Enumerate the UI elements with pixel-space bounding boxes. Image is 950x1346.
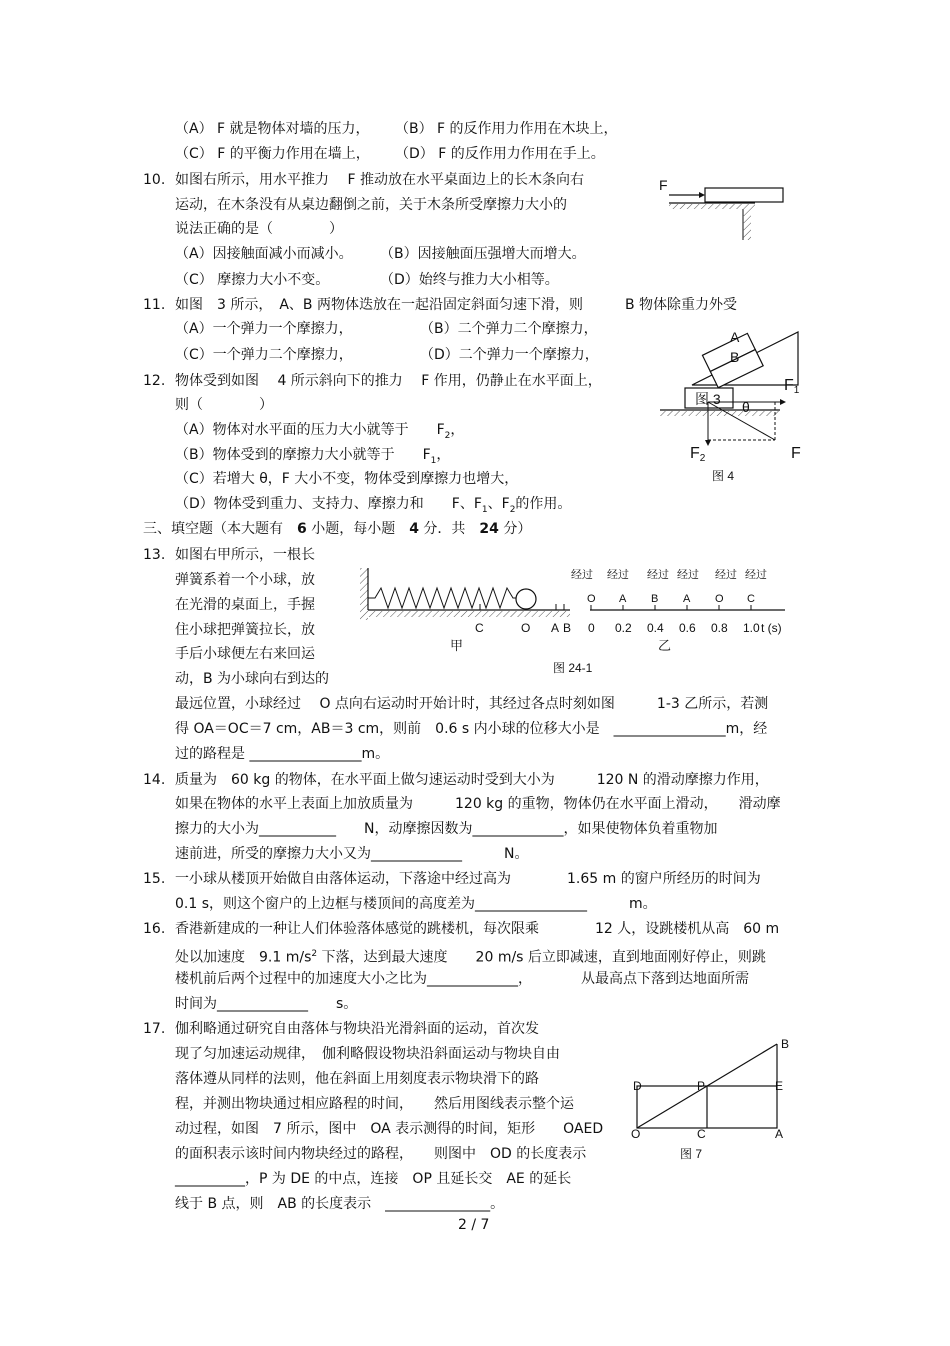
q13-fig-timeline bbox=[571, 567, 782, 635]
q13-line-2: 弹簧系着一个小球，放 bbox=[175, 572, 315, 588]
q17-figure bbox=[625, 1030, 815, 1165]
q13-fig-tick-label: 0.4 bbox=[647, 621, 664, 635]
page-number: 2 / 7 bbox=[458, 1217, 490, 1233]
fig3-caption: 图 3 bbox=[695, 391, 721, 407]
q13-fig-floor-hatch bbox=[368, 611, 570, 617]
q13-fig-pass-label: 经过 bbox=[677, 569, 699, 581]
q12-option-d: （D）物体受到重力、支持力、摩擦力和 F、$F_1$、$F_2$的作用。 bbox=[175, 496, 572, 515]
q10-line-3: 说法正确的是（ ） bbox=[175, 221, 343, 237]
q13-fig-wall bbox=[360, 568, 368, 620]
q13-fig-tick-label: 0.8 bbox=[711, 621, 728, 635]
q13-fig-point-o: O bbox=[521, 621, 531, 635]
section-3-header: 三、填空题（本大题有 6 小题，每小题 4 分．共 24 分） bbox=[143, 521, 532, 537]
q10-line-1: 如图右所示，用水平推力 F 推动放在水平桌面边上的长木条向右 bbox=[175, 172, 584, 188]
q16-line-3: 楼机前后两个过程中的加速度大小之比为_____________， 从最高点下落到达地面所需 bbox=[175, 971, 749, 987]
fig4-f2-label: F2 bbox=[690, 445, 706, 464]
q13-fig-time-point: O bbox=[715, 593, 724, 605]
fig4-ground-hatch bbox=[660, 411, 780, 416]
q17-line-5: 动过程，如图 7 所示，图中 OA 表示测得的时间，矩形 OAED bbox=[175, 1121, 604, 1137]
q9-option-b: （B） F 的反作用力作用在木块上， bbox=[395, 121, 618, 137]
q13-fig-time-point: B bbox=[651, 593, 659, 605]
q17-fig-point-e: E bbox=[775, 1079, 784, 1093]
fig4-f1-arrowhead bbox=[780, 399, 786, 405]
q11-option-c: （C）一个弹力二个摩擦力， bbox=[175, 347, 353, 363]
fig4-theta: θ bbox=[742, 399, 750, 415]
q13-fig-tick-label: 0.6 bbox=[679, 621, 696, 635]
fig4-caption: 图 4 bbox=[712, 469, 735, 483]
q17-line-8: 线于 B 点，则 AB 的长度表示 _______________。 bbox=[175, 1196, 505, 1212]
q11-option-d: （D）二个弹力一个摩擦力， bbox=[420, 347, 599, 363]
q13-figure bbox=[355, 560, 800, 680]
q13-fig-pass-label: 经过 bbox=[647, 569, 669, 581]
q17-line-7: __________，P 为 DE 的中点，连接 OP 且延长交 AE 的延长 bbox=[175, 1171, 572, 1187]
q13-line-4: 住小球把弹簧拉长，放 bbox=[175, 622, 315, 638]
q13-fig-pass-label: 经过 bbox=[607, 569, 629, 581]
q17-line-1: 伽利略通过研究自由落体与物块沿光滑斜面的运动，首次发 bbox=[175, 1021, 539, 1037]
q13-line-7: 最远位置，小球经过 O 点向右运动时开始计时，其经过各点时刻如图 1-3 乙所示，若测 bbox=[175, 696, 769, 712]
q13-fig-tick-label: 0 bbox=[588, 621, 595, 635]
q12-number: 12. bbox=[143, 373, 166, 389]
q17-line-2: 现了匀加速运动规律， 伽利略假设物块沿斜面运动与物块自由 bbox=[175, 1046, 560, 1062]
fig4-f1-label: F1 bbox=[784, 377, 800, 396]
q10-option-d: （D）始终与推力大小相等。 bbox=[380, 272, 559, 288]
q11-line-1: 如图 3 所示， A、B 两物体迭放在一起沿固定斜面匀速下滑，则 B 物体除重力外受 bbox=[175, 297, 738, 313]
q10-figure bbox=[655, 170, 795, 250]
q12-option-c: （C）若增大 θ，F 大小不变，物体受到摩擦力也增大， bbox=[175, 471, 519, 487]
q13-fig-tick-label: 1.0 bbox=[743, 621, 760, 635]
q13-fig-tick-label: 0.2 bbox=[615, 621, 632, 635]
q14-line-1: 质量为 60 kg 的物体，在水平面上做匀速运动时受到大小为 120 N 的滑动摩擦力作用， bbox=[175, 772, 769, 788]
q9-option-c: （C） F 的平衡力作用在墙上， bbox=[175, 146, 370, 162]
q13-fig-jia: 甲 bbox=[450, 638, 464, 653]
q13-fig-time-point: C bbox=[747, 593, 755, 605]
q12-option-a: （A）物体对水平面的压力大小就等于 $F_2$， bbox=[175, 422, 465, 441]
q14-line-3: 擦力的大小为___________ N，动摩擦因数为_____________，如果使物体负着重物加 bbox=[175, 821, 718, 837]
fig3-label-a: A bbox=[730, 329, 740, 345]
q13-fig-axis-unit: t (s) bbox=[761, 621, 782, 635]
q10-option-a: （A）因接触面减小而减小。 bbox=[175, 246, 353, 262]
q11-option-a: （A）一个弹力一个摩擦力， bbox=[175, 321, 353, 337]
q13-fig-time-point: A bbox=[683, 593, 691, 605]
q14-line-2: 如果在物体的水平上表面上加放质量为 120 kg 的重物，物体仍在水平面上滑动， 滑动摩 bbox=[175, 796, 781, 812]
fig4-f2-arrowhead bbox=[705, 440, 711, 446]
q10-number: 10. bbox=[143, 172, 166, 188]
q15-line-1: 一小球从楼顶开始做自由落体运动，下落途中经过高为 1.65 m 的窗户所经历的时间为 bbox=[175, 871, 761, 887]
q11-option-b: （B）二个弹力二个摩擦力， bbox=[420, 321, 598, 337]
q13-fig-yi: 乙 bbox=[658, 638, 672, 653]
q17-fig-point-a: A bbox=[775, 1127, 784, 1141]
q10-fig-force-label: F bbox=[659, 177, 668, 193]
q13-line-1: 如图右甲所示，一根长 bbox=[175, 547, 315, 563]
q16-line-4: 时间为_____________ s。 bbox=[175, 996, 358, 1012]
q9-option-a: （A） F 就是物体对墙的压力， bbox=[175, 121, 370, 137]
q11-number: 11. bbox=[143, 297, 166, 313]
q9-option-d: （D） F 的反作用力作用在手上。 bbox=[395, 146, 605, 162]
q17-line-3: 落体遵从同样的法则，他在斜面上用刻度表示物块滑下的路 bbox=[175, 1071, 539, 1087]
fig3-label-b: B bbox=[730, 349, 740, 365]
q13-fig-pass-label: 经过 bbox=[715, 569, 737, 581]
q17-line-4: 程，并测出物块通过相应路程的时间， 然后用图线表示整个运 bbox=[175, 1096, 574, 1112]
q17-fig-caption: 图 7 bbox=[680, 1147, 703, 1161]
q16-number: 16. bbox=[143, 921, 166, 937]
q10-option-b: （B）因接触面压强增大而增大。 bbox=[380, 246, 586, 262]
q13-line-6: 动，B 为小球向右到达的 bbox=[175, 671, 330, 687]
q16-line-2: 处以加速度 9.1 $m/s^2$ 下落，达到最大速度 20 m/s 后立即减速，直到地面刚好停止，则跳 bbox=[175, 949, 766, 966]
q13-fig-pass-label: 经过 bbox=[571, 569, 593, 581]
q13-line-3: 在光滑的桌面上，手握 bbox=[175, 597, 315, 613]
q13-fig-pass-label: 经过 bbox=[745, 569, 767, 581]
q12-line-1: 物体受到如图 4 所示斜向下的推力 F 作用，仍静止在水平面上， bbox=[175, 373, 602, 389]
q13-line-9: 过的路程是 ________________m。 bbox=[175, 746, 390, 762]
q17-fig-point-labels bbox=[631, 1037, 789, 1141]
q13-line-5: 手后小球便左右来回运 bbox=[175, 646, 315, 662]
q13-fig-spring bbox=[368, 588, 517, 608]
q14-number: 14. bbox=[143, 772, 166, 788]
q17-line-6: 的面积表示该时间内物块经过的路程， 则图中 OD 的长度表示 bbox=[175, 1146, 587, 1162]
fig4-f-label: F bbox=[791, 445, 801, 462]
q14-line-4: 速前进，所受的摩擦力大小又为_____________ N。 bbox=[175, 846, 529, 862]
q12-line-2: 则（ ） bbox=[175, 397, 273, 413]
q10-option-c: （C） 摩擦力大小不变。 bbox=[175, 272, 330, 288]
q10-line-2: 运动，在木条没有从桌边翻倒之前，关于木条所受摩擦力大小的 bbox=[175, 197, 567, 213]
q17-fig-point-d: D bbox=[633, 1079, 642, 1093]
q17-fig-point-b: B bbox=[781, 1037, 790, 1051]
q13-fig-time-point: A bbox=[619, 593, 627, 605]
q13-fig-point-labels bbox=[475, 621, 571, 635]
q13-fig-caption: 图 24-1 bbox=[553, 661, 593, 675]
q12-option-b: （B）物体受到的摩擦力大小就等于 $F_1$， bbox=[175, 447, 451, 466]
q10-fig-table-hatch bbox=[669, 204, 755, 209]
q13-fig-ball bbox=[516, 589, 536, 609]
q10-fig-leg-hatch bbox=[743, 209, 751, 240]
q13-fig-point-c: C bbox=[475, 621, 484, 635]
q13-line-8: 得 OA＝OC＝7 cm，AB＝3 cm，则前 0.6 s 内小球的位移大小是 ________________m，经 bbox=[175, 721, 768, 737]
q11-q12-figures bbox=[650, 320, 820, 490]
q13-fig-point-b: B bbox=[563, 621, 572, 635]
q15-number: 15. bbox=[143, 871, 166, 887]
q13-fig-time-point: O bbox=[587, 593, 596, 605]
q15-line-2: 0.1 s，则这个窗户的上边框与楼顶间的高度差为________________ m。 bbox=[175, 896, 657, 912]
q10-fig-plank bbox=[705, 188, 783, 202]
q17-fig-point-p: P bbox=[697, 1079, 706, 1093]
q13-number: 13. bbox=[143, 547, 166, 563]
q16-line-1: 香港新建成的一种让人们体验落体感觉的跳楼机，每次限乘 12 人，设跳楼机从高 60 m bbox=[175, 921, 780, 937]
q17-fig-point-c: C bbox=[697, 1127, 706, 1141]
q13-fig-point-a: A bbox=[551, 621, 560, 635]
q17-fig-point-o: O bbox=[631, 1127, 641, 1141]
q10-fig-arrowhead bbox=[699, 192, 705, 198]
q17-number: 17. bbox=[143, 1021, 166, 1037]
